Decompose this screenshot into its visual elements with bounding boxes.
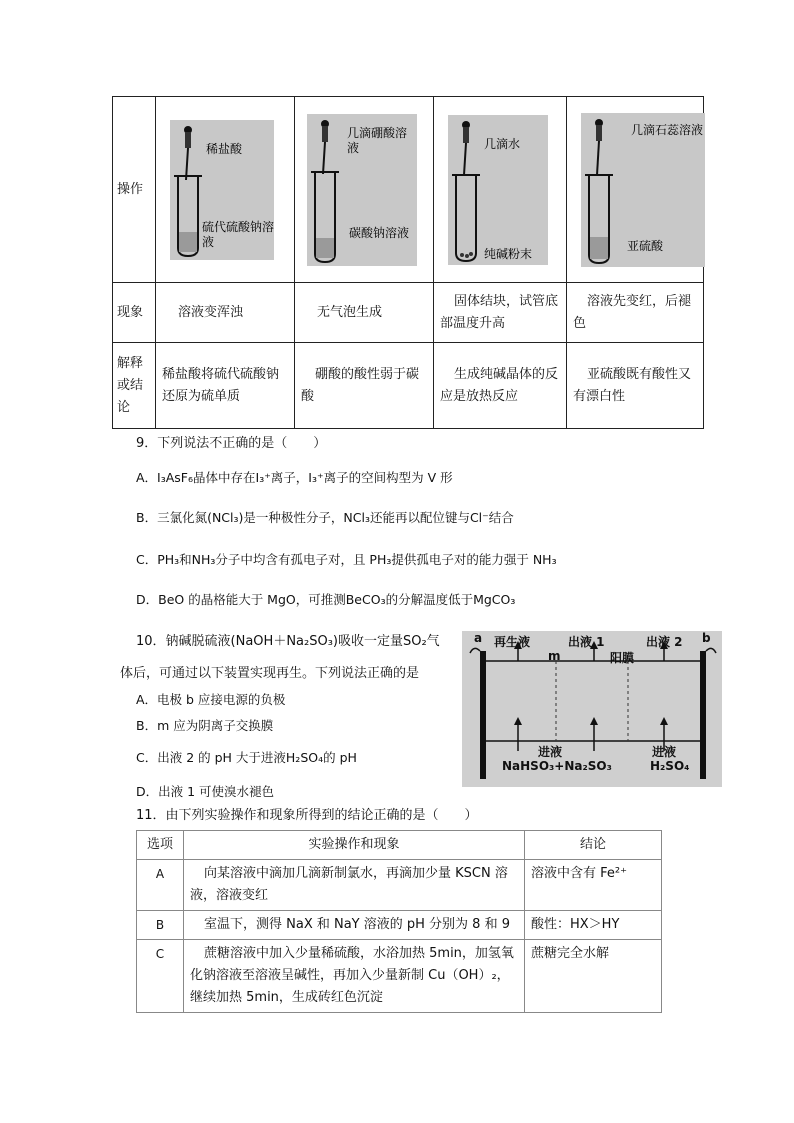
phenomenon-cell: 溶液变浑浊 — [156, 283, 295, 343]
conclusion-cell: 稀盐酸将硫代硫酸钠还原为硫单质 — [156, 343, 295, 429]
inlet-right-label: 进液 — [652, 745, 677, 759]
q11-option-cell: C — [137, 940, 184, 1013]
electrolysis-diagram — [462, 631, 722, 787]
q10-stem-line2: 体后，可通过以下装置实现再生。下列说法正确的是 — [120, 666, 420, 681]
reagent-label-bottom: 硫代硫酸钠溶液 — [202, 219, 275, 249]
q10-stem-line1: 10．钠碱脱硫液(NaOH＋Na₂SO₃)吸收一定量SO₂气 — [136, 634, 440, 649]
phenomenon-cell: 固体结块，试管底部温度升高 — [434, 283, 567, 343]
experiment-table — [112, 96, 704, 429]
phenomenon-cell: 溶液先变红，后褪色 — [567, 283, 704, 343]
q11-operation-cell: 蔗糖溶液中加入少量稀硫酸，水浴加热 5min，加氢氧化钠溶液至溶液呈碱性，再加入少量新制 Cu（OH）₂，继续加热 5min，生成砖红色沉淀 — [184, 940, 525, 1013]
q10-option-a: A．电极 b 应接电源的负极 — [136, 692, 286, 707]
q11-operation-cell: 室温下，测得 NaX 和 NaY 溶液的 pH 分别为 8 和 9 — [184, 911, 525, 940]
electrode-b-label: b — [702, 631, 711, 645]
q11-operation-cell: 向某溶液中滴加几滴新制氯水，再滴加少量 KSCN 溶液，溶液变红 — [184, 860, 525, 911]
test-tube-image-2 — [307, 114, 417, 266]
row-label-conclusion: 解释或结论 — [113, 343, 156, 429]
conclusion-cell: 硼酸的酸性弱于碳酸 — [295, 343, 434, 429]
q9-option-c: C．PH₃和NH₃分子中均含有孤电子对，且 PH₃提供孤电子对的能力强于 NH₃ — [136, 552, 557, 567]
inlet-right-formula: H₂SO₄ — [650, 759, 690, 773]
regenerated-liquid-label: 再生液 — [494, 635, 531, 649]
q11-option-cell: B — [137, 911, 184, 940]
row-label-operation: 操作 — [113, 97, 156, 283]
q10-option-d: D．出液 1 可使溴水褪色 — [136, 784, 275, 799]
q9-option-b: B．三氯化氮(NCl₃)是一种极性分子，NCl₃还能再以配位键与Cl⁻结合 — [136, 510, 514, 525]
operation-cell-2 — [295, 97, 434, 283]
test-tube-image-1 — [170, 120, 274, 260]
conclusion-cell: 亚硫酸既有酸性又有漂白性 — [567, 343, 704, 429]
test-tube-image-3 — [448, 115, 548, 265]
table-row — [137, 940, 662, 1013]
inlet-left-formula: NaHSO₃+Na₂SO₃ — [502, 759, 612, 773]
q10-option-b: B．m 应为阴离子交换膜 — [136, 718, 274, 733]
inlet-left-label: 进液 — [538, 745, 563, 759]
reagent-label-top: 稀盐酸 — [206, 141, 243, 156]
q9-option-a: A．I₃AsF₆晶体中存在I₃⁺离子，I₃⁺离子的空间构型为 V 形 — [136, 470, 453, 485]
reagent-label-bottom: 碳酸钠溶液 — [349, 225, 410, 240]
electrode-a-label: a — [474, 631, 483, 645]
cation-membrane-label: 阳膜 — [610, 651, 635, 665]
q11-conclusion-cell: 蔗糖完全水解 — [525, 940, 662, 1013]
operation-cell-3 — [434, 97, 567, 283]
q11-option-cell: A — [137, 860, 184, 911]
outlet-1-label: 出液 1 — [568, 635, 605, 649]
q11-table — [136, 830, 662, 1013]
reagent-label-top: 几滴水 — [484, 136, 521, 151]
table-row — [137, 860, 662, 911]
phenomenon-cell: 无气泡生成 — [295, 283, 434, 343]
reagent-label-bottom: 亚硫酸 — [627, 238, 664, 253]
q11-header-option: 选项 — [137, 831, 184, 860]
row-label-phenomenon: 现象 — [113, 283, 156, 343]
q11-conclusion-cell: 酸性：HX＞HY — [525, 911, 662, 940]
outlet-2-label: 出液 2 — [646, 635, 683, 649]
q11-stem: 11．由下列实验操作和现象所得到的结论正确的是（ ） — [136, 808, 478, 823]
test-tube-image-4 — [581, 113, 705, 267]
membrane-m-label: m — [548, 649, 561, 663]
q9-stem: 9．下列说法不正确的是（ ） — [136, 436, 327, 451]
operation-cell-1 — [156, 97, 295, 283]
reagent-label-bottom: 纯碱粉末 — [484, 246, 533, 261]
reagent-label-top: 几滴硼酸溶液 — [347, 125, 408, 155]
q10-option-c: C．出液 2 的 pH 大于进液H₂SO₄的 pH — [136, 750, 357, 765]
q11-header-operation: 实验操作和现象 — [184, 831, 525, 860]
operation-cell-4 — [567, 97, 704, 283]
table-row — [137, 911, 662, 940]
reagent-label-top: 几滴石蕊溶液 — [630, 122, 703, 137]
q11-conclusion-cell: 溶液中含有 Fe²⁺ — [525, 860, 662, 911]
q9-option-d: D．BeO 的晶格能大于 MgO，可推测BeCO₃的分解温度低于MgCO₃ — [136, 592, 516, 607]
q11-header-conclusion: 结论 — [525, 831, 662, 860]
conclusion-cell: 生成纯碱晶体的反应是放热反应 — [434, 343, 567, 429]
